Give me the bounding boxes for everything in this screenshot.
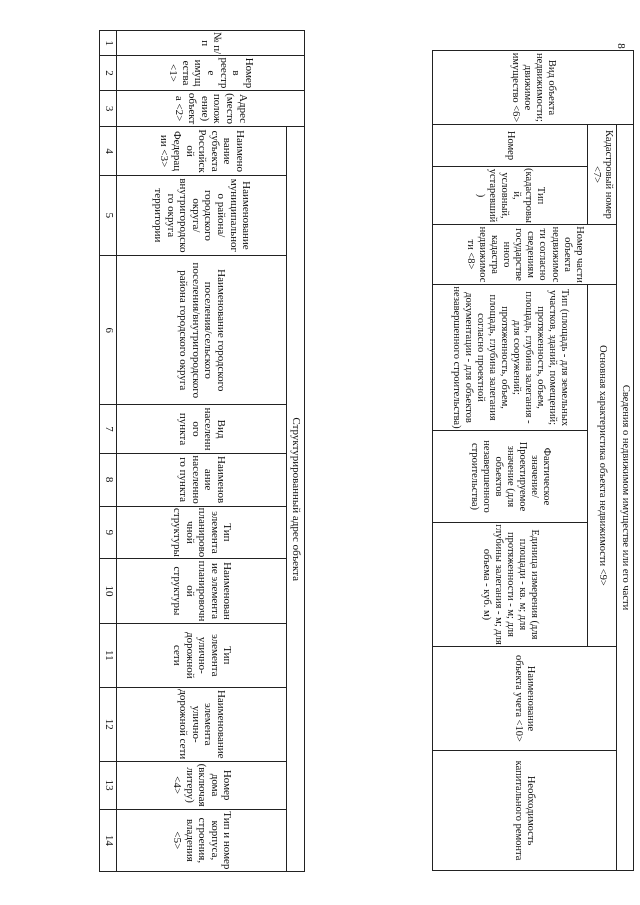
col-header-11: Тип элемента улично-дорожной сети (117, 623, 287, 687)
col-number-1: 1 (100, 31, 117, 56)
col-header-3: Адрес (местоположение) объекта <2> (117, 90, 305, 127)
col-header-14: Тип и номер корпуса, строения, владения <5> (117, 809, 287, 871)
part-number-header: Номер части объекта недвижимости согласно сведениям государственного кадастра недвижимости <8> (432, 225, 616, 285)
col-header-1: № п/п (117, 31, 305, 56)
col-header-13: Номер дома (включая литеру) <4> (117, 761, 287, 809)
object-name-header: Наименование объекта учета <10> (432, 647, 616, 751)
address-table (99, 30, 305, 872)
col-number-8: 8 (100, 453, 117, 506)
col-header-2: Номер в реестре имущества <1> (117, 56, 305, 90)
col-number-4: 4 (100, 127, 117, 175)
col-number-6: 6 (100, 256, 117, 405)
col-number-11: 11 (100, 623, 117, 687)
col-header-9: Тип элемента планировочной структуры (117, 506, 287, 559)
col-header-4: Наименование субъекта Российской Федерации <3> (117, 127, 287, 175)
col-number-13: 13 (100, 761, 117, 809)
characteristic-type-col: Тип (площадь - для земельных участков, зданий, помещений; протяженность, объем, площадь, глубина залегания - для сооружений; протяженность, объем, площадь, глубина залегания согласно проектной документации - для объектов незавершенного строительства) (432, 285, 587, 431)
characteristic-value-col: Фактическое значение/Проектируемое значение (для объектов незавершенного строительства) (432, 431, 587, 523)
cadastral-type-col: Тип (кадастровый, условный, устаревший) (432, 167, 587, 225)
col-header-12: Наименование элемента улично-дорожной сети (117, 687, 287, 761)
col-number-7: 7 (100, 405, 117, 453)
col-header-8: Наименование населенного пункта (117, 453, 287, 506)
col-number-3: 3 (100, 90, 117, 127)
cadastral-number-col: Номер (432, 125, 587, 167)
col-header-5: Наименование муниципального района/ городского округа/внутригородского округа территории (117, 175, 287, 255)
main-characteristic-header: Основная характеристика объекта недвижимости <9> (587, 285, 616, 647)
structured-address-header: Структурированный адрес объекта (287, 127, 305, 872)
col-number-10: 10 (100, 559, 117, 623)
col-number-9: 9 (100, 506, 117, 559)
repair-need-header: Необходимость капитального ремонта (432, 751, 616, 871)
page-number: 8 (614, 43, 627, 49)
realty-table (432, 50, 634, 871)
col-number-5: 5 (100, 175, 117, 255)
col-number-2: 2 (100, 56, 117, 90)
realty-section-title: Сведения о недвижимом имуществе или его части (616, 125, 633, 871)
object-type-header: Вид объекта недвижимости; движимое имущество <6> (432, 51, 633, 125)
col-header-10: Наименование элемента планировочной структуры (117, 559, 287, 623)
col-number-14: 14 (100, 809, 117, 871)
col-header-7: Вид населенного пункта (117, 405, 287, 453)
cadastral-number-header: Кадастровый номер <7> (587, 125, 616, 225)
characteristic-unit-col: Единица измерения (для площади - кв. м; для протяженности - м; для глубины залегания - м; для объема - куб. м) (432, 523, 587, 647)
col-header-6: Наименование городского поселения/сельского поселения/внутригородского района городского округа (117, 256, 287, 405)
col-number-12: 12 (100, 687, 117, 761)
